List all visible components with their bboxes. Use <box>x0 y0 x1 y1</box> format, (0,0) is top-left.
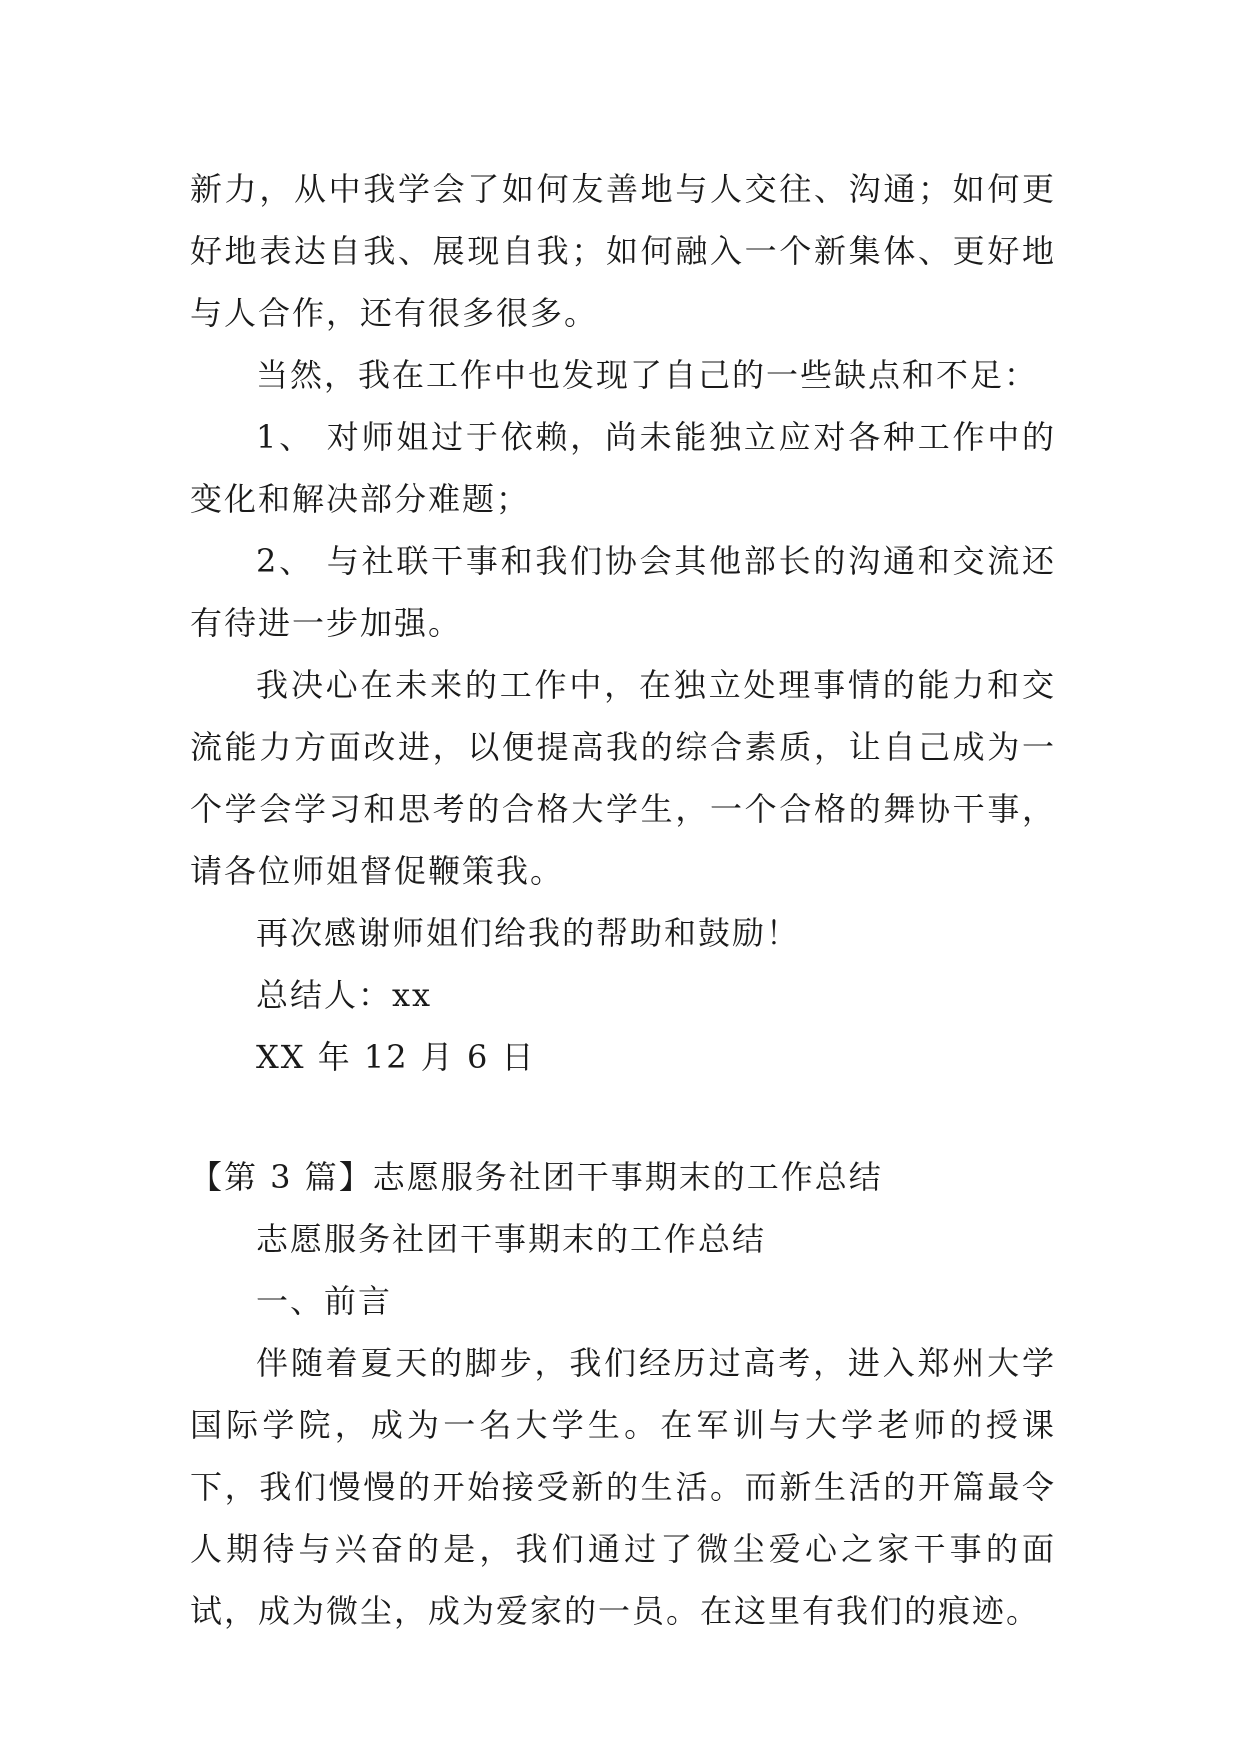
document-body <box>190 158 1056 1642</box>
section-title: 志愿服务社团干事期末的工作总结 <box>256 1220 767 1258</box>
signature-date: XX 年 12 月 6 日 <box>256 1038 536 1076</box>
paragraph-shortcomings-intro: 当然，我在工作中也发现了自己的一些缺点和不足： <box>256 356 1039 394</box>
paragraph-continuation: 新力，从中我学会了如何友善地与人交往、沟通；如何更好地表达自我、展现自我；如何融入一个新集体、更好地与人合作，还有很多很多。 <box>190 170 1056 332</box>
paragraph-resolution: 我决心在未来的工作中，在独立处理事情的能力和交流能力方面改进，以便提高我的综合素质，让自己成为一个学会学习和思考的合格大学生，一个合格的舞协干事，请各位师姐督促鞭策我。 <box>190 666 1056 890</box>
paragraph-preface: 伴随着夏天的脚步，我们经历过高考，进入郑州大学国际学院，成为一名大学生。在军训与大学老师的授课下，我们慢慢的开始接受新的生活。而新生活的开篇最令人期待与兴奋的是，我们通过了微尘爱心之家干事的面试，成为微尘，成为爱家的一员。在这里有我们的痕迹。 <box>190 1344 1056 1630</box>
list-item-1: 1、 对师姐过于依赖，尚未能独立应对各种工作中的变化和解决部分难题； <box>190 418 1056 518</box>
paragraph-thanks: 再次感谢师姐们给我的帮助和鼓励！ <box>256 914 801 952</box>
list-item-2: 2、 与社联干事和我们协会其他部长的沟通和交流还有待进一步加强。 <box>190 542 1056 642</box>
signature-author: 总结人：xx <box>256 976 433 1014</box>
section-heading: 【第 3 篇】志愿服务社团干事期末的工作总结 <box>190 1158 883 1196</box>
section-subheading-preface: 一、前言 <box>256 1282 393 1320</box>
